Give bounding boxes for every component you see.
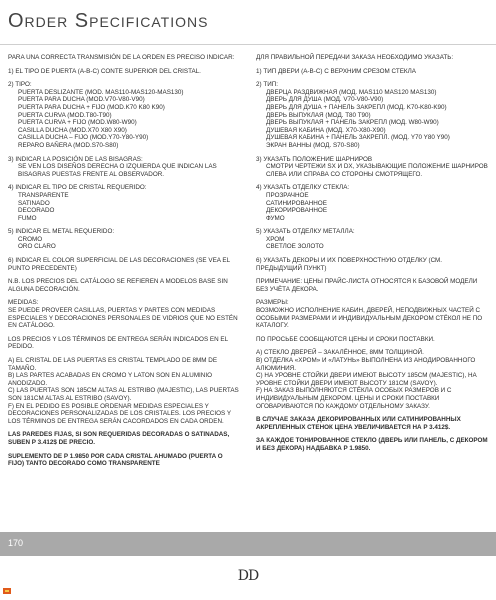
paragraph-line: ДЛЯ ПРАВИЛЬНОЙ ПЕРЕДАЧИ ЗАКАЗА НЕОБХОДИМО УКАЗАТЬ:: [256, 54, 454, 61]
list-item: FUMO: [18, 214, 37, 222]
list-item: CROMO: [18, 235, 43, 243]
paragraph: [8, 156, 240, 179]
list-item: ДЕКОРИРОВАННОЕ: [266, 207, 328, 215]
paragraph: [256, 156, 488, 179]
brand-logo: DD: [237, 568, 259, 584]
paragraph: [256, 349, 488, 410]
list-item: ДВЕРЬ ДЛЯ ДУША + ПАНЕЛЬ ЗАКРЕПЛ (МОД. K70-K80-K90): [266, 103, 447, 111]
list-item: PUERTA CURVA + FIJO (MOD.W80-W90): [18, 119, 137, 127]
footer-band: [0, 532, 496, 556]
paragraph: [8, 54, 240, 62]
paragraph: [256, 437, 488, 452]
paragraph-line: SE PUEDE PROVEER CASILLAS, PUERTAS Y PARTES CON MEDIDAS ESPECIALES Y DECORACIONES PERSONALES DE VIDRIOS QUE NO ESTÉN EN CATÁLOGO.: [8, 307, 238, 330]
list-item: ДУШЕВАЯ КАБИНА (МОД. X70-X80-X90): [266, 126, 386, 134]
paragraph: [8, 357, 240, 425]
title-divider: [0, 44, 496, 45]
paragraph-line: 4) УКАЗАТЬ ОТДЕЛКУ СТЕКЛА:: [256, 184, 350, 192]
paragraph-line: РАЗМЕРЫ:: [256, 299, 289, 307]
paragraph-line: 6) УКАЗАТЬ ДЕКОРЫ И ИХ ПОВЕРХНОСТНУЮ ОТДЕЛКУ (СМ. ПРЕДЫДУЩИЙ ПУНКТ): [256, 257, 443, 272]
paragraph: [8, 453, 240, 468]
paragraph: [256, 228, 488, 251]
paragraph-line: 3) УКАЗАТЬ ПОЛОЖЕНИЕ ШАРНИРОВ: [256, 155, 373, 163]
paragraph-line: 2) ТИП:: [256, 81, 278, 89]
paragraph-line: PARA UNA CORRECTA TRANSMISIÓN DE LA ORDEN ES PRECISO INDICAR:: [8, 54, 235, 61]
paragraph-line: 6) INDICAR EL COLOR SUPERFICIAL DE LAS DECORACIONES (SE VEA EL PUNTO PRECEDENTE): [8, 257, 230, 272]
paragraph-line: 4) INDICAR EL TIPO DE CRISTAL REQUERIDO:: [8, 184, 147, 192]
paragraph: [256, 278, 488, 293]
list-item: TRANSPARENTE: [18, 191, 69, 199]
paragraph-line: F) НА ЗАКАЗ ВЫПОЛНЯЮТСЯ СТЁКЛА ОСОБЫХ РАЗМЕРОВ И С ИНДИВИДУАЛЬНЫМ ДЕКОРОМ. ЦЕНЫ И СРОКИ ПОСТАВКИ ОГОВАРИВАЮТСЯ ПО КАЖДОМУ ОТДЕЛЬНОМУ ЗАКАЗУ.: [256, 387, 452, 410]
russian-column: [256, 54, 488, 459]
paragraph-line: N.B. LOS PRECIOS DEL CATÁLOGO SE REFIEREN A MODELOS BASE SIN ALGUNA DECORACIÓN.: [8, 278, 228, 293]
paragraph-line: В СЛУЧАЕ ЗАКАЗА ДЕКОРИРОВАННЫХ ИЛИ САТИНИРОВАННЫХ АКРЕПЛЕННЫХ СТЕНОК ЦЕНА УВЕЛИЧИВАЕТСЯ НА P 3.412$.: [256, 416, 461, 431]
paragraph: [256, 184, 488, 222]
corner-mark-icon: [2, 586, 12, 596]
list-item: CASILLA DUCHA (MOD.X70 X80 X90): [18, 126, 127, 134]
list-item: ЭКРАН ВАННЫ (МОД. S70-S80): [266, 141, 360, 149]
paragraph-line: C) LAS PUERTAS SON 185CM ALTAS AL ESTRIBO (MAJESTIC), LAS PUERTAS SON 181CM ALTAS AL ESTRIBO (SAVOY).: [8, 387, 239, 402]
paragraph: [256, 336, 488, 344]
list-item: PUERTA DESLIZANTE (MOD. MAS110-MAS120-MAS130): [18, 88, 184, 96]
paragraph-line: A) EL CRISTAL DE LAS PUERTAS ES CRISTAL TEMPLADO DE 8MM DE TAMAÑO.: [8, 357, 218, 372]
paragraph-line: F) EN EL PEDIDO ES POSIBLE ORDENAR MEDIDAS ESPECIALES Y DECORACIONES PERSONALIZADAS DE LOS CRISTALES. LOS PRECIOS Y LOS TÉRMINOS DE ENTREGA SERÁN CACORDADOS EN CADA ORDEN.: [8, 402, 231, 425]
list-item: ПРОЗРАЧНОЕ: [266, 191, 309, 199]
paragraph: [8, 431, 240, 446]
paragraph: [8, 184, 240, 222]
list-item: ORO CLARO: [18, 243, 56, 251]
paragraph: [8, 81, 240, 149]
paragraph: [256, 416, 488, 431]
paragraph-line: A) СТЕКЛО ДВЕРЕЙ – ЗАКАЛЁННОЕ, 8ММ ТОЛЩИНОЙ.: [256, 349, 424, 357]
list-item: ДВЕРЦА РАЗДВИЖНАЯ (МОД. MAS110 MAS120 MAS130): [266, 88, 437, 96]
paragraph-line: ЗА КАЖДОЕ ТОНИРОВАННОЕ СТЕКЛО (ДВЕРЬ ИЛИ ПАНЕЛЬ, С ДЕКОРОМ И БЕЗ ДЕКОРА) НАДБАВКА P 1.9850.: [256, 437, 488, 452]
paragraph-line: C) НА УРОВНЕ СТОЙКИ ДВЕРИ ИМЕЮТ ВЫСОТУ 185СМ (MAJESTIC), НА УРОВНЕ СТОЙКИ ДВЕРИ ИМЕЮТ ВЫСОТУ 181СМ (SAVOY).: [256, 372, 477, 387]
paragraph: [256, 54, 488, 62]
paragraph-line: ВОЗМОЖНО ИСПОЛНЕНИЕ КАБИН, ДВЕРЕЙ, НЕПОДВИЖНЫХ ЧАСТЕЙ С ОСОБЫМИ РАЗМЕРАМИ И ИНДИВИДУАЛЬНЫМ ДЕКОРОМ СТЁКОЛ НЕ ПО КАТАЛОГУ.: [256, 307, 483, 330]
paragraph: [8, 299, 240, 329]
list-item: САТИНИРОВАННОЕ: [266, 199, 327, 207]
paragraph-line: LOS PRECIOS Y LOS TÉRMINOS DE ENTREGA SERÁN INDICADOS EN EL PEDIDO.: [8, 335, 228, 351]
paragraph-line: LAS PAREDES FIJAS, SI SON REQUERIDAS DECORADAS O SATINADAS, SUBEN P 3.412$ DE PRECIO.: [8, 431, 230, 446]
paragraph: [256, 81, 488, 149]
paragraph: [8, 228, 240, 251]
paragraph-line: B) LAS PARTES ACABADAS EN CROMO Y LATON SON EN ALUMINIO ANODIZADO.: [8, 372, 213, 387]
paragraph-line: 2) TIPO:: [8, 81, 32, 89]
paragraph: [8, 68, 240, 76]
list-item: ДВЕРЬ ДЛЯ ДУША (МОД. V70-V80-V90): [266, 96, 384, 104]
paragraph: [8, 336, 240, 351]
paragraph: [256, 257, 488, 272]
paragraph-line: B) ОТДЕЛКА «ХРОМ» И «ЛАТУНЬ» ВЫПОЛНЕНА ИЗ АНОДИРОВАННОГО АЛЮМИНИЯ.: [256, 357, 476, 372]
paragraph-line: MEDIDAS:: [8, 299, 39, 307]
paragraph-line: SUPLEMENTO DE P 1.9850 POR CADA CRISTAL AHUMADO (PUERTA O FIJO) TANTO DECORADO COMO TRANSPARENTE: [8, 452, 223, 468]
paragraph-line: ПО ПРОСЬБЕ СООБЩАЮТСЯ ЦЕНЫ И СРОКИ ПОСТАВКИ.: [256, 335, 435, 343]
list-item: ДУШЕВАЯ КАБИНА + ПАНЕЛЬ ЗАКРЕПЛ. (МОД. Y70 Y80 Y90): [266, 134, 450, 142]
paragraph: [8, 278, 240, 293]
page-title: Order Specifications: [8, 10, 209, 32]
paragraph: [8, 257, 240, 272]
list-item: SE VEN LOS DISEÑOS DERECHA O IZQUIERDA QUE INDICAN LAS BISAGRAS PUESTAS FRENTE AL OBSERVADOR.: [18, 163, 217, 178]
list-item: REPARO BAÑERA (MOD.S70-S80): [18, 141, 119, 149]
paragraph-line: 5) INDICAR EL METAL REQUERIDO:: [8, 228, 115, 236]
list-item: ФУМО: [266, 214, 285, 222]
list-item: СМОТРИ ЧЕРТЕЖИ SX И DX, УКАЗЫВАЮЩИЕ ПОЛОЖЕНИЕ ШАРНИРОВ СЛЕВА ИЛИ СПРАВА СО СТОРОНЫ СМОТРЯЩЕГО.: [266, 163, 488, 178]
list-item: PUERTA CURVA (MOD.T80-T90): [18, 111, 112, 119]
paragraph-line: ПРИМЕЧАНИЕ: ЦЕНЫ ПРАЙС-ЛИСТА ОТНОСЯТСЯ К БАЗОВОЙ МОДЕЛИ БЕЗ УЧЁТА ДЕКОРА.: [256, 278, 478, 293]
list-item: СВЕТЛОЕ ЗОЛОТО: [266, 243, 324, 251]
list-item: DECORADO: [18, 207, 55, 215]
list-item: ДВЕРЬ ВЫПУКЛАЯ + ПАНЕЛЬ ЗАКРЕПЛ (МОД. W80-W90): [266, 119, 439, 127]
paragraph: [256, 299, 488, 329]
paragraph-line: 1) EL TIPO DE PUERTA (A-B-C) CONTE SUPERIOR DEL CRISTAL.: [8, 67, 201, 75]
list-item: CASILLA DUCHA – FIJO (MOD.Y70-Y80-Y90): [18, 134, 149, 142]
paragraph-line: 5) УКАЗАТЬ ОТДЕЛКУ МЕТАЛЛА:: [256, 228, 355, 236]
paragraph-line: 3) INDICAR LA POSICIÓN DE LAS BISAGRAS:: [8, 155, 143, 163]
list-item: PUERTA PARA DUCHA (MOD.V70-V80-V90): [18, 96, 145, 104]
list-item: PUERTA PARA DUCHA + FIJO (MOD.K70 K80 K90): [18, 103, 165, 111]
paragraph: [256, 68, 488, 76]
spanish-column: [8, 54, 240, 474]
paragraph-line: 1) ТИП ДВЕРИ (A-B-C) С ВЕРХНИМ СРЕЗОМ СТЕКЛА: [256, 67, 416, 75]
list-item: ХРОМ: [266, 235, 285, 243]
list-item: ДВЕРЬ ВЫПУКЛАЯ (МОД. T80 T90): [266, 111, 371, 119]
list-item: SATINADO: [18, 199, 50, 207]
page-number: 170: [8, 538, 24, 548]
